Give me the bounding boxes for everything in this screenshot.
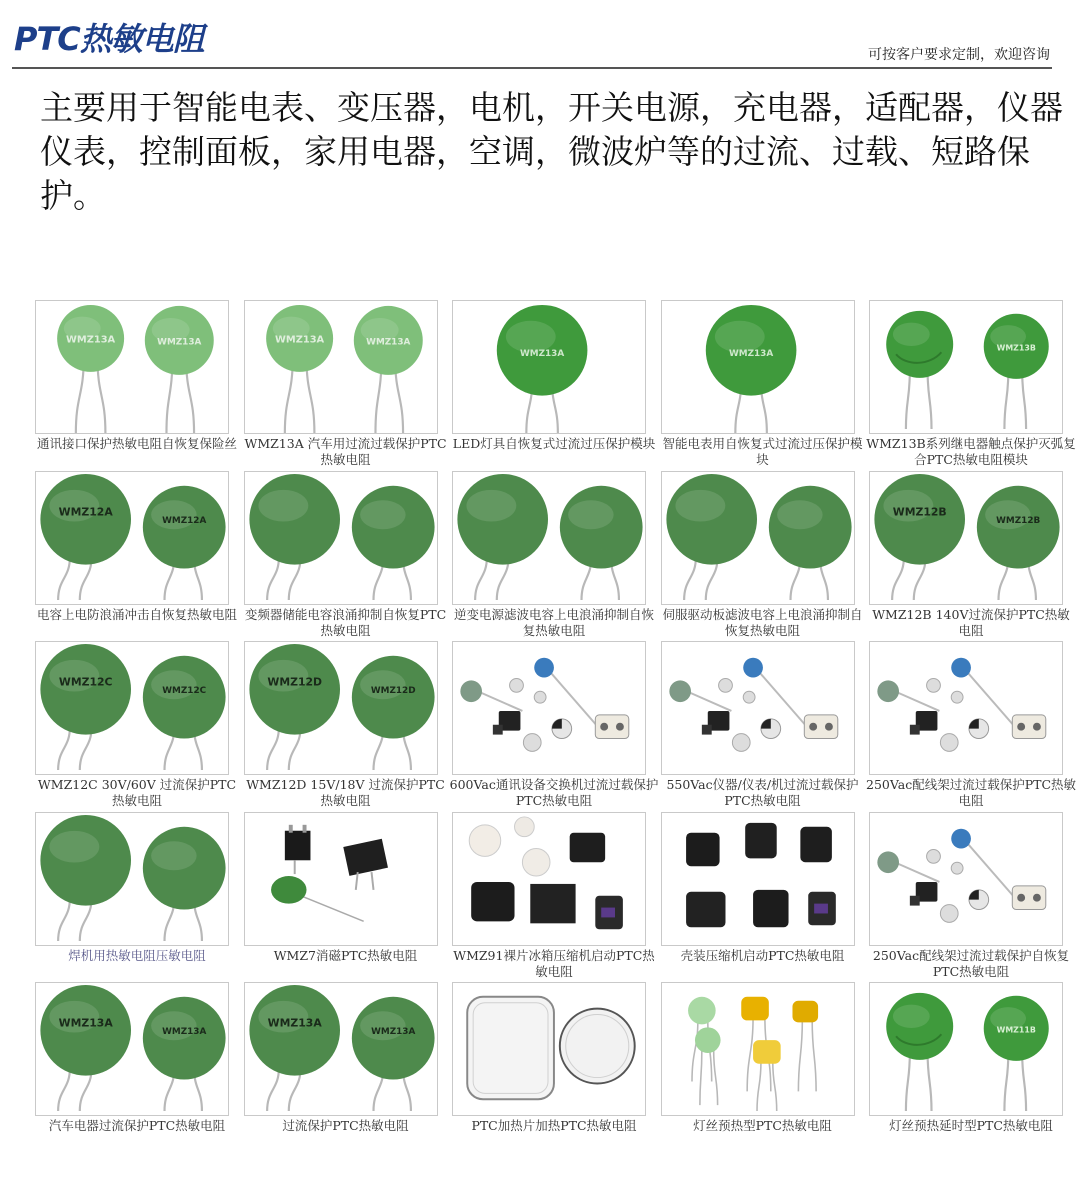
product-marking: WMZ13A — [66, 334, 116, 346]
product-caption: 壳装压缩机启动PTC热敏电阻 — [680, 947, 845, 963]
product-caption: 电容上电防浪涌冲击自恢复热敏电阻 — [36, 606, 237, 622]
product-image[interactable] — [661, 982, 855, 1116]
product-caption: 灯丝预热型PTC热敏电阻 — [693, 1118, 832, 1133]
product-image[interactable] — [244, 300, 438, 434]
product-marking: WMZ11B — [996, 1025, 1036, 1035]
product-marking: WMZ13A — [267, 1016, 322, 1030]
product-image[interactable] — [452, 300, 646, 434]
product-caption: 灯丝预热延时型PTC热敏电阻 — [889, 1118, 1053, 1133]
product-marking: WMZ12D — [370, 686, 416, 697]
product-grid — [32, 298, 1082, 1158]
product-caption: 逆变电源滤波电容上电浪涌抑制自恢复热敏电阻 — [453, 606, 654, 638]
page-title: PTC热敏电阻 — [14, 20, 204, 58]
product-marking: WMZ12B — [996, 515, 1041, 526]
product-image[interactable] — [244, 812, 438, 946]
product-caption: 250Vac配线架过流过载保护自恢复PTC热敏电阻 — [872, 947, 1070, 979]
product-caption: WMZ12C 30V/60V 过流保护PTC热敏电阻 — [37, 777, 237, 808]
product-marking: WMZ13A — [365, 337, 410, 348]
product-caption[interactable]: 焊机用热敏电阻压敏电阻 — [68, 947, 206, 963]
product-caption: 550Vac仪器/仪表/机过流过载保护PTC热敏电阻 — [666, 777, 859, 808]
product-image[interactable] — [452, 471, 646, 605]
product-marking: WMZ13A — [58, 1016, 113, 1030]
product-caption: WMZ12D 15V/18V 过流保护PTC热敏电阻 — [246, 777, 445, 808]
header-divider — [12, 67, 1052, 69]
product-caption: WMZ13A 汽车用过流过载保护PTC热敏电阻 — [244, 436, 447, 467]
product-marking: WMZ13A — [162, 1027, 207, 1038]
intro-paragraph: 主要用于智能电表、变压器，电机，开关电源，充电器，适配器，仪器仪表，控制面板，家用电器，空调，微波炉等的过流、过载、短路保护。 — [40, 88, 1063, 215]
product-image[interactable] — [35, 812, 229, 946]
product-caption: WMZ12B 140V过流保护PTC热敏电阻 — [872, 606, 1070, 638]
product-marking: WMZ13B — [996, 343, 1036, 353]
product-image[interactable] — [869, 300, 1063, 434]
product-image[interactable] — [869, 471, 1063, 605]
header-tagline: 可按客户要求定制，欢迎咨询 — [868, 47, 1050, 63]
product-image[interactable] — [244, 982, 438, 1116]
product-marking: WMZ12D — [266, 675, 322, 689]
product-image[interactable] — [35, 471, 229, 605]
product-marking: WMZ13A — [728, 349, 773, 360]
product-image[interactable] — [661, 812, 855, 946]
product-marking: WMZ13A — [370, 1027, 415, 1038]
product-caption: 过流保护PTC热敏电阻 — [282, 1118, 409, 1133]
product-image[interactable] — [452, 641, 646, 775]
product-caption: 汽车电器过流保护PTC热敏电阻 — [48, 1118, 226, 1133]
product-caption: 600Vac通讯设备交换机过流过载保护PTC热敏电阻 — [449, 777, 659, 808]
product-caption: WMZ91裸片冰箱压缩机启动PTC热敏电阻 — [453, 947, 655, 979]
product-caption: 通讯接口保护热敏电阻自恢复保险丝 — [36, 436, 237, 451]
product-image[interactable] — [35, 641, 229, 775]
product-image[interactable] — [869, 982, 1063, 1116]
product-marking: WMZ12B — [892, 504, 947, 518]
product-marking: WMZ12A — [58, 504, 113, 518]
product-image[interactable] — [661, 641, 855, 775]
product-marking: WMZ12A — [162, 515, 207, 526]
product-image[interactable] — [869, 812, 1063, 946]
product-caption: WMZ7消磁PTC热敏电阻 — [273, 947, 418, 963]
product-caption: 250Vac配线架过流过载保护PTC热敏电阻 — [866, 777, 1077, 808]
product-caption: LED灯具自恢复式过流过压保护模块 — [452, 436, 656, 451]
product-marking: WMZ13A — [157, 337, 202, 348]
product-caption: 智能电表用自恢复式过流过压保护模块 — [662, 436, 863, 467]
product-marking: WMZ13A — [274, 334, 324, 346]
product-image[interactable] — [35, 300, 229, 434]
product-image[interactable] — [35, 982, 229, 1116]
product-marking: WMZ12C — [162, 686, 207, 697]
product-marking: WMZ12C — [58, 675, 113, 689]
product-caption: 伺服驱动板滤波电容上电浪涌抑制自恢复热敏电阻 — [662, 606, 863, 638]
product-image[interactable] — [452, 812, 646, 946]
product-image[interactable] — [452, 982, 646, 1116]
product-caption: 变频器储能电容浪涌抑制自恢复PTC热敏电阻 — [244, 606, 447, 638]
product-caption: WMZ13B系列继电器触点保护灭弧复合PTC热敏电阻模块 — [866, 436, 1076, 467]
product-image[interactable] — [661, 471, 855, 605]
product-image[interactable] — [244, 471, 438, 605]
product-image[interactable] — [661, 300, 855, 434]
product-marking: WMZ13A — [520, 349, 565, 360]
product-image[interactable] — [244, 641, 438, 775]
page-header — [0, 0, 1090, 70]
product-image[interactable] — [869, 641, 1063, 775]
product-caption: PTC加热片加热PTC热敏电阻 — [471, 1118, 637, 1133]
